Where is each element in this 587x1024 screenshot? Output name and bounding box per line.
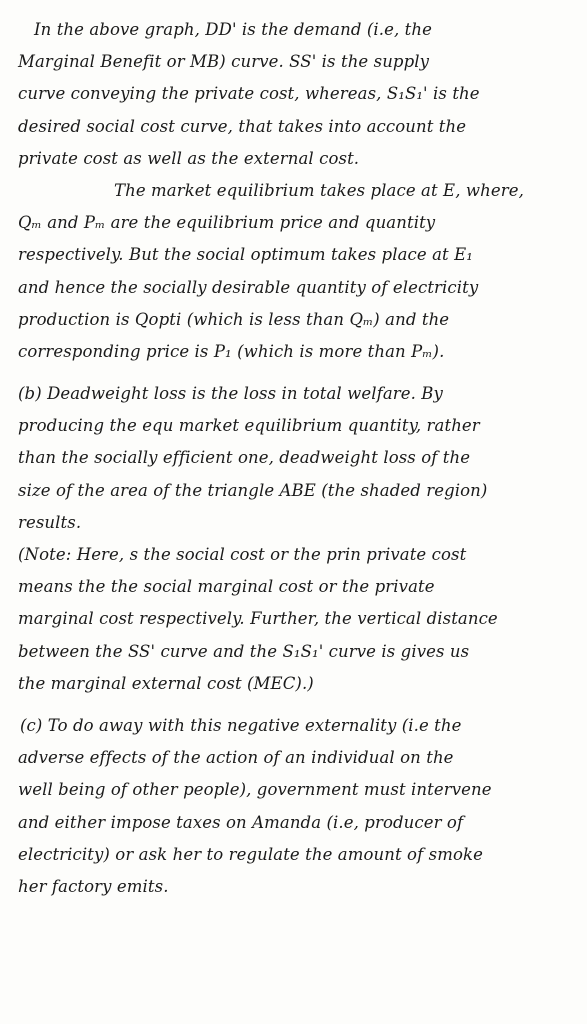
text-line: corresponding price is P₁ (which is more than Pₘ). [18, 341, 445, 361]
text-line: desired social cost curve, that takes into account the [18, 116, 467, 136]
text-line: Qₘ and Pₘ are the equilibrium price and quantity [18, 213, 436, 233]
text-line: (Note: Here, s the social cost or the prin private cost [18, 545, 467, 564]
paragraph-c [18, 710, 573, 903]
text-line: In the above graph, DD' is the demand (i.e, the [34, 20, 432, 39]
text-line: (c) To do away with this negative externality (i.e the [20, 715, 462, 735]
text-line: and hence the socially desirable quantity of electricity [18, 277, 479, 297]
text-line: and either impose taxes on Amanda (i.e, producer of [18, 812, 464, 832]
text-line: than the socially efficient one, deadweight loss of the [18, 448, 471, 468]
paragraph-note [18, 539, 573, 700]
text-line: marginal cost respectively. Further, the vertical distance [18, 609, 498, 629]
text-line: the marginal external cost (MEC).) [18, 673, 314, 693]
text-line: private cost as well as the external cost. [18, 148, 360, 168]
text-line: well being of other people), government must intervene [18, 780, 492, 800]
text-line: adverse effects of the action of an individual on the [18, 748, 454, 768]
text-line: The market equilibrium takes place at E, where, [114, 180, 524, 200]
text-line: electricity) or ask her to regulate the amount of smoke [18, 844, 483, 864]
text-line: size of the area of the triangle ABE (the shaded region) [18, 480, 488, 500]
text-line: producing the equ market equilibrium quantity, rather [18, 416, 480, 436]
text-line: curve conveying the private cost, whereas, S₁S₁' is the [18, 84, 480, 104]
text-line: production is Qopti (which is less than Qₘ) and the [18, 309, 450, 329]
paragraph-a [18, 14, 573, 368]
text-line: Marginal Benefit or MB) curve. SS' is the supply [18, 52, 430, 72]
text-line: means the the social marginal cost or the private [18, 577, 435, 597]
paragraph-b [18, 378, 573, 539]
text-line: her factory emits. [18, 876, 169, 896]
text-line: respectively. But the social optimum takes place at E₁ [18, 245, 473, 265]
text-line: (b) Deadweight loss is the loss in total welfare. By [18, 384, 443, 404]
text-line: between the SS' curve and the S₁S₁' curve is gives us [18, 641, 470, 661]
text-line: results. [18, 512, 82, 532]
